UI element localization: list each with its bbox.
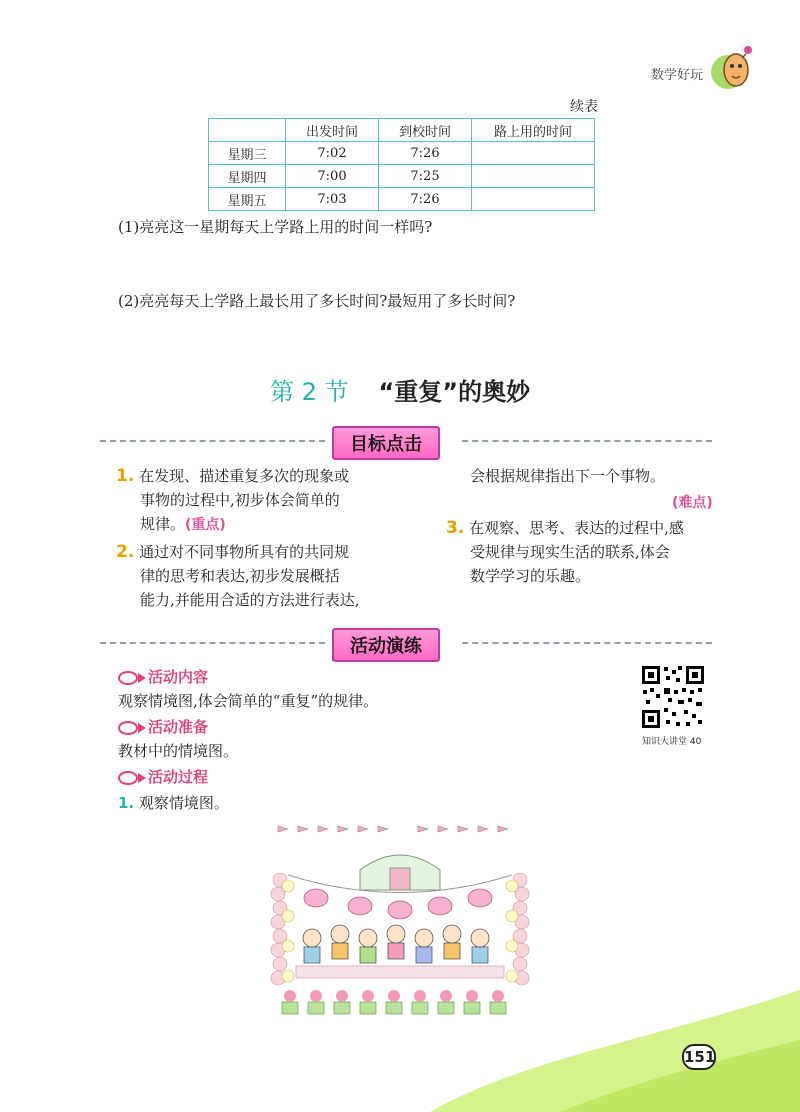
goal-number: 2. xyxy=(116,542,135,562)
goal-item-3 xyxy=(446,516,736,588)
qr-code[interactable] xyxy=(640,664,706,730)
goal-line: 在观察、思考、表达的过程中,感 xyxy=(469,519,684,537)
divider xyxy=(100,642,325,644)
table-cell: 7:26 xyxy=(379,142,472,165)
scene-illustration xyxy=(268,820,532,1030)
divider xyxy=(462,440,712,442)
table-cell: 星期三 xyxy=(209,142,286,165)
divider xyxy=(100,440,325,442)
page-number: 151 xyxy=(682,1044,716,1070)
table-header-row xyxy=(209,119,595,142)
table-row xyxy=(209,188,595,211)
table-cell xyxy=(472,142,595,165)
goal-line: 通过对不同事物所具有的共同规 xyxy=(139,543,350,561)
difficult-point-note: (难点) xyxy=(672,495,713,511)
table-caption: 续表 xyxy=(570,99,598,115)
goal-item-2 xyxy=(116,540,416,612)
divider xyxy=(462,642,712,644)
question-2: (2)亮亮每天上学路上最长用了多长时间?最短用了多长时间? xyxy=(118,292,516,310)
table-cell: 7:02 xyxy=(286,142,379,165)
goal-line: 在发现、描述重复多次的现象或 xyxy=(139,467,350,485)
table-cell: 7:26 xyxy=(379,188,472,211)
table-header-cell: 到校时间 xyxy=(379,119,472,142)
table-header-cell: 路上用的时间 xyxy=(472,119,595,142)
table-row xyxy=(209,142,595,165)
chapter-header: 数学好玩 xyxy=(651,68,704,83)
activity-step-1: 1. 观察情境图。 xyxy=(118,794,229,812)
goal-line: 律的思考和表达,初步发展概括 xyxy=(140,567,340,585)
table-header-cell: 出发时间 xyxy=(286,119,379,142)
goal-number: 1. xyxy=(116,466,135,486)
goal-item-2-cont xyxy=(470,464,730,488)
activity-prep-body: 教材中的情境图。 xyxy=(118,742,239,760)
activity-content-heading: 活动内容 xyxy=(118,666,208,687)
question-1: (1)亮亮这一星期每天上学路上用的时间一样吗? xyxy=(118,218,433,236)
eye-icon xyxy=(118,771,138,785)
activity-process-heading: 活动过程 xyxy=(118,766,208,787)
table-cell: 7:00 xyxy=(286,165,379,188)
eye-icon xyxy=(118,671,138,685)
section-title xyxy=(270,372,530,407)
table-cell xyxy=(472,165,595,188)
goal-line: 事物的过程中,初步体会简单的 xyxy=(140,491,340,509)
time-table xyxy=(208,118,595,211)
eye-icon xyxy=(118,721,138,735)
goal-item-1 xyxy=(116,464,416,537)
goal-line: 数学学习的乐趣。 xyxy=(470,567,591,585)
table-cell: 7:03 xyxy=(286,188,379,211)
goal-line: 规律。 xyxy=(140,515,186,533)
goals-tag: 目标点击 xyxy=(332,426,440,460)
table-cell: 星期五 xyxy=(209,188,286,211)
mascot-icon xyxy=(710,42,758,94)
goal-line: 会根据规律指出下一个事物。 xyxy=(470,467,666,485)
goal-line: 能力,并能用合适的方法进行表达, xyxy=(140,591,360,609)
key-point-note: (重点) xyxy=(185,517,226,533)
table-cell: 星期四 xyxy=(209,165,286,188)
table-cell: 7:25 xyxy=(379,165,472,188)
section-number: 第 2 节 xyxy=(270,378,349,406)
table-header-cell xyxy=(209,119,286,142)
qr-caption: 知识大讲堂 40 xyxy=(642,737,702,747)
goal-line: 受规律与现实生活的联系,体会 xyxy=(470,543,670,561)
activity-prep-heading: 活动准备 xyxy=(118,716,208,737)
table-cell xyxy=(472,188,595,211)
table-row xyxy=(209,165,595,188)
goal-number: 3. xyxy=(446,518,465,538)
activity-content-body: 观察情境图,体会简单的“重复”的规律。 xyxy=(118,692,379,710)
activities-tag: 活动演练 xyxy=(332,628,440,662)
section-name: “重复”的奥妙 xyxy=(378,378,531,406)
